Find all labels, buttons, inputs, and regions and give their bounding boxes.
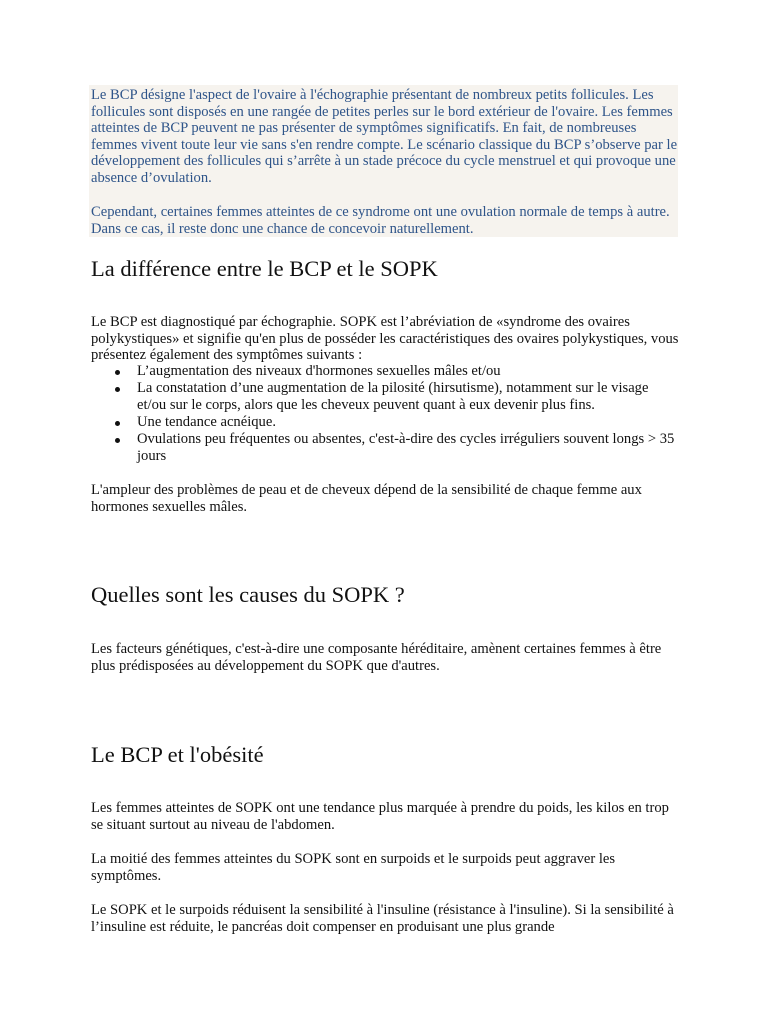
section3-paragraph-3: Le SOPK et le surpoids réduisent la sensibilité à l'insuline (résistance à l'insuline). Si la sensibilité à l’insuline est réduite, le pancréas doit compenser en produisant une plus grande	[91, 902, 674, 935]
list-item	[91, 414, 681, 431]
bullet-icon	[115, 438, 120, 443]
section-heading-difference: La différence entre le BCP et le SOPK	[91, 256, 438, 281]
bullet-icon	[115, 370, 120, 375]
symptom-list	[91, 363, 681, 465]
section1-intro: Le BCP est diagnostiqué par échographie. SOPK est l’abréviation de «syndrome des ovaires polykystiques» et signifie qu'en plus de posséder les caractéristiques des ovaires polykystiques, vous présentez également des symptômes suivants :	[91, 314, 679, 363]
section2-body: Les facteurs génétiques, c'est-à-dire une composante héréditaire, amènent certaines femmes à être plus prédisposées au développement du SOPK que d'autres.	[91, 641, 662, 674]
section-heading-obesity: Le BCP et l'obésité	[91, 742, 264, 767]
list-item-text: Une tendance acnéique.	[137, 414, 276, 430]
callout-paragraph-1: Le BCP désigne l'aspect de l'ovaire à l'échographie présentant de nombreux petits follicules. Les follicules sont disposés en une rangée de petites perles sur le bord extérieur de l'ovaire. Les femmes atteintes de BCP peuvent ne pas présenter de symptômes significatifs. En fait, de nombreuses femmes vivent toute leur vie sans s'en rendre compte. Le scénario classique du BCP s’observe par le développement des follicules qui s’arrête à un stade précoce du cycle menstruel et qui provoque une absence d’ovulation.	[91, 87, 678, 186]
bullet-icon	[115, 421, 120, 426]
list-item	[91, 363, 681, 380]
section3-paragraph-1: Les femmes atteintes de SOPK ont une tendance plus marquée à prendre du poids, les kilos en trop se situant surtout au niveau de l'abdomen.	[91, 800, 669, 833]
list-item	[91, 380, 681, 414]
highlighted-callout	[89, 85, 678, 237]
section-heading-causes: Quelles sont les causes du SOPK ?	[91, 582, 405, 607]
bullet-icon	[115, 387, 120, 392]
callout-paragraph-2: Cependant, certaines femmes atteintes de ce syndrome ont une ovulation normale de temps à autre. Dans ce cas, il reste donc une chance de concevoir naturellement.	[91, 204, 670, 237]
list-item-text: Ovulations peu fréquentes ou absentes, c'est-à-dire des cycles irréguliers souvent longs > 35 jours	[137, 431, 675, 464]
section1-closing: L'ampleur des problèmes de peau et de cheveux dépend de la sensibilité de chaque femme aux hormones sexuelles mâles.	[91, 482, 642, 515]
list-item-text: La constatation d’une augmentation de la pilosité (hirsutisme), notamment sur le visage et/ou sur le corps, alors que les cheveux peuvent quant à eux devenir plus fins.	[137, 380, 649, 413]
list-item	[91, 431, 681, 465]
list-item-text: L’augmentation des niveaux d'hormones sexuelles mâles et/ou	[137, 363, 501, 379]
section3-paragraph-2: La moitié des femmes atteintes du SOPK sont en surpoids et le surpoids peut aggraver les symptômes.	[91, 851, 616, 884]
